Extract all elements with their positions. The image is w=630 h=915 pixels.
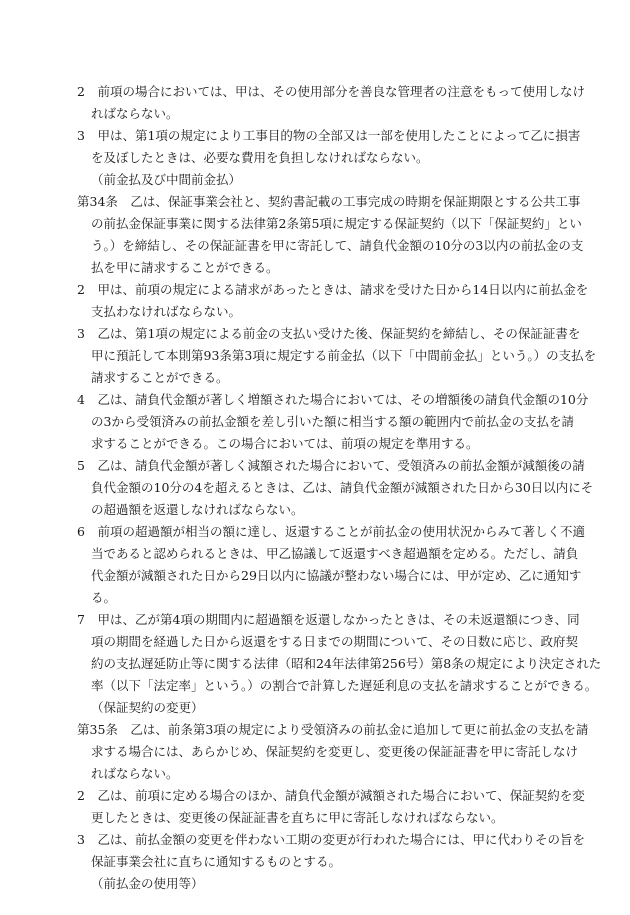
article-35-line-2: 求する場合には、あらかじめ、保証契約を変更し、変更後の保証証書を甲に寄託しなけ <box>91 744 579 759</box>
clause-34-7-line-4: 率（以下「法定率」という。）の割合で計算した遅延利息の支払を請求することができる。 <box>91 678 598 693</box>
heading-article-34: （前金払及び中間前金払） <box>91 172 242 187</box>
clause-34-3-line-3: 請求することができる。 <box>91 370 229 385</box>
clause-34-4-line-2: の3から受領済みの前払金額を差し引いた額に相当する額の範囲内で前払金の支払を請 <box>91 414 574 429</box>
clause-34-2-line-1: 2 甲は、前項の規定による請求があったときは、請求を受けた日から14日以内に前払金を <box>77 282 589 297</box>
clause-33-2-line-1: 2 前項の場合においては、甲は、その使用部分を善良な管理者の注意をもって使用しなけ <box>77 84 585 99</box>
clause-34-3-line-2: 甲に預託して本則第93条第3項に規定する前金払（以下「中間前金払」という。）の支払を <box>91 348 597 363</box>
clause-34-7-line-1: 7 甲は、乙が第4項の期間内に超過額を返還しなかったときは、その未返還額につき、同 <box>77 612 580 627</box>
clause-33-3-line-2: を及ぼしたときは、必要な費用を負担しなければならない。 <box>91 150 429 165</box>
article-35-line-3: ればならない。 <box>91 766 179 781</box>
clause-34-6-line-4: る。 <box>91 590 117 605</box>
clause-34-6-line-3: 代金額が減額された日から29日以内に協議が整わない場合には、甲が定め、乙に通知す <box>91 568 582 583</box>
article-34-line-1: 第34条 乙は、保証事業会社と、契約書記載の工事完成の時期を保証期限とする公共工事 <box>77 194 581 209</box>
clause-35-3-line-2: 保証事業会社に直ちに通知するものとする。 <box>91 854 342 869</box>
heading-article-35: （保証契約の変更） <box>91 700 204 715</box>
clause-33-2-line-2: ればならない。 <box>91 106 179 121</box>
clause-34-7-line-2: 項の期間を経過した日から返還をする日までの期間について、その日数に応じ、政府契 <box>91 634 579 649</box>
article-34-line-3: う。）を締結し、その保証証書を甲に寄託して、請負代金額の10分の3以内の前払金の支 <box>91 238 584 253</box>
clause-35-3-line-1: 3 乙は、前払金額の変更を伴わない工期の変更が行われた場合には、甲に代わりその旨を <box>77 832 585 847</box>
clause-34-4-line-1: 4 乙は、請負代金額が著しく増額された場合においては、その増額後の請負代金額の10分 <box>77 392 589 407</box>
article-34-line-4: 払を甲に請求することができる。 <box>91 260 279 275</box>
clause-34-5-line-1: 5 乙は、請負代金額が著しく減額された場合において、受領済みの前払金額が減額後の請 <box>77 458 585 473</box>
clause-34-7-line-3: 約の支払遅延防止等に関する法律（昭和24年法律第256号）第8条の規定により決定された <box>91 656 602 671</box>
clause-35-2-line-2: 更したときは、変更後の保証証書を直ちに甲に寄託しなければならない。 <box>91 810 504 825</box>
clause-34-3-line-1: 3 乙は、第1項の規定による前金の支払い受けた後、保証契約を締結し、その保証証書を <box>77 326 581 341</box>
heading-next-article: （前払金の使用等） <box>91 876 204 891</box>
clause-34-4-line-3: 求することができる。この場合においては、前項の規定を準用する。 <box>91 436 479 451</box>
clause-34-6-line-1: 6 前項の超過額が相当の額に達し、返還することが前払金の使用状況からみて著しく不適 <box>77 524 585 539</box>
clause-34-5-line-3: の超過額を返還しなければならない。 <box>91 502 304 517</box>
article-34-line-2: の前払金保証事業に関する法律第2条第5項に規定する保証契約（以下「保証契約」とい <box>91 216 582 231</box>
clause-34-6-line-2: 当であると認められるときは、甲乙協議して返還すべき超過額を定める。ただし、請負 <box>91 546 579 561</box>
clause-35-2-line-1: 2 乙は、前項に定める場合のほか、請負代金額が減額された場合において、保証契約を変 <box>77 788 585 803</box>
article-35-line-1: 第35条 乙は、前条第3項の規定により受領済みの前払金に追加して更に前払金の支払を請 <box>77 722 589 737</box>
clause-34-5-line-2: 負代金額の10分の4を超えるときは、乙は、請負代金額が減額された日から30日以内にそ <box>91 480 594 495</box>
clause-33-3-line-1: 3 甲は、第1項の規定により工事目的物の全部又は一部を使用したことによって乙に損害 <box>77 128 581 143</box>
clause-34-2-line-2: 支払わなければならない。 <box>91 304 242 319</box>
